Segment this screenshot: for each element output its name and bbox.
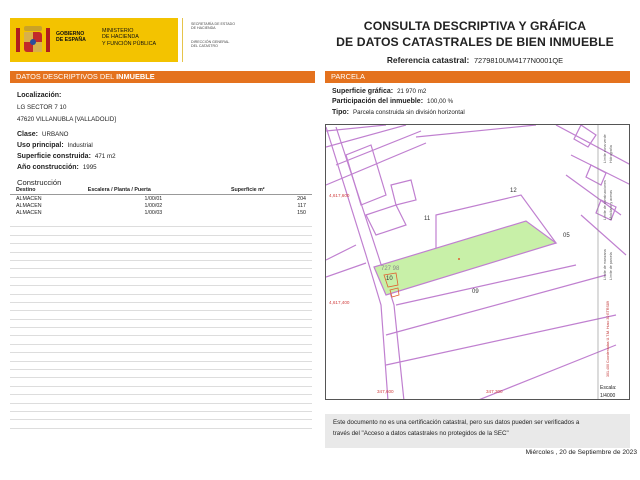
gobierno-text: GOBIERNO DE ESPAÑA [56, 31, 86, 43]
cadastral-map[interactable] [325, 124, 630, 400]
parcel-label-09: 09 [472, 289, 479, 295]
legend-zona-verde: Límite zona verde [603, 134, 607, 163]
secretaria-box: SECRETARÍA DE ESTADO DE HACIENDA DIRECCIÓN GENERAL DEL CATASTRO [182, 18, 238, 62]
coord-x1: 347,600 [377, 389, 394, 394]
coord-x2: 347,300 [486, 389, 503, 394]
legend-hidrografia: Hidrografía [609, 145, 613, 163]
disclaimer-notice: Este documento no es una certificación catastral, pero sus datos pueden ser verificados a través del "Acceso a datos catastrales no protegidos de la SEC" [325, 414, 630, 448]
cell-destino: ALMACEN [16, 202, 42, 209]
superficie-grafica-row: Superficie gráfica: 21 970 m2 [332, 88, 427, 95]
col-escalera: Escalera / Planta / Puerta [82, 186, 225, 195]
cell-escalera: 1/00/02 [144, 202, 163, 209]
cell-escalera: 1/00/01 [144, 195, 163, 202]
cell-destino: ALMACEN [16, 210, 42, 217]
map-ref-label: 727 98 [381, 266, 400, 272]
table-header-row [10, 186, 312, 195]
legend-limite-manzana: Límite de manzana [603, 249, 607, 280]
coordinate-system-label: 301.400 Coordenadas U.T.M. Huso 30 ETRS89 [606, 301, 610, 377]
parcela-header: PARCELA [325, 71, 630, 83]
legend-limite-construcciones: Límite de construcciones [603, 180, 607, 220]
anio-row: Año construcción: 1995 [17, 164, 97, 171]
participacion-row: Participación del inmueble: 100,00 % [332, 98, 454, 105]
parcel-label-11: 11 [424, 216, 431, 222]
logo-block [10, 18, 235, 62]
spain-coat-of-arms-icon [14, 22, 52, 58]
ministerio-text: MINISTERIO DE HACIENDA Y FUNCIÓN PÚBLICA [102, 28, 157, 47]
superficie-row: Superficie construida: 471 m2 [17, 153, 116, 160]
parcel-label-05: 05 [563, 233, 570, 239]
cell-destino: ALMACEN [16, 195, 42, 202]
referencia-catastral: Referencia catastral: 7279810UM4177N0001QE [386, 55, 564, 65]
cell-superficie: 117 [297, 202, 306, 209]
table-row [10, 210, 312, 218]
table-row [10, 195, 312, 203]
clase-row: Clase: URBANO [17, 131, 69, 138]
address-line-1: LG SECTOR 7 10 [17, 104, 67, 111]
table-row [10, 202, 312, 210]
highlighted-parcel [374, 221, 556, 295]
legend-limite-parcela: Límite de parcela [609, 252, 613, 280]
cell-superficie: 204 [297, 195, 306, 202]
construccion-label: Construcción [17, 178, 62, 187]
cell-superficie: 150 [297, 210, 306, 217]
coord-y1: 4,617,600 [329, 193, 350, 198]
document-title: CONSULTA DESCRIPTIVA Y GRÁFICA DE DATOS CATASTRALES DE BIEN INMUEBLE [336, 19, 614, 49]
escala-label: Escala: [600, 385, 617, 391]
construccion-table [10, 186, 312, 217]
legend-mobiliario: Mobiliario y aceras [609, 190, 613, 220]
tipo-row: Tipo: Parcela construida sin división horizontal [332, 109, 465, 116]
datos-descriptivos-header: DATOS DESCRIPTIVOS DEL INMUEBLE [10, 71, 315, 83]
address-line-2: 47620 VILLANUBLA [VALLADOLID] [17, 116, 116, 123]
document-date: Miércoles , 20 de Septiembre de 2023 [525, 449, 637, 456]
escala-value: 1/4000 [600, 393, 616, 399]
col-destino: Destino [10, 186, 82, 195]
uso-row: Uso principal: Industrial [17, 142, 93, 149]
parcel-label-12: 12 [510, 188, 517, 194]
parcel-label-10: 10 [386, 276, 393, 282]
empty-table-rows [10, 219, 312, 435]
cell-escalera: 1/00/03 [144, 210, 163, 217]
localizacion-label: Localización: [17, 92, 62, 99]
cadastral-map-svg [326, 125, 630, 400]
coord-y2: 4,617,400 [329, 300, 350, 305]
col-superficie: Superficie m² [225, 186, 312, 195]
